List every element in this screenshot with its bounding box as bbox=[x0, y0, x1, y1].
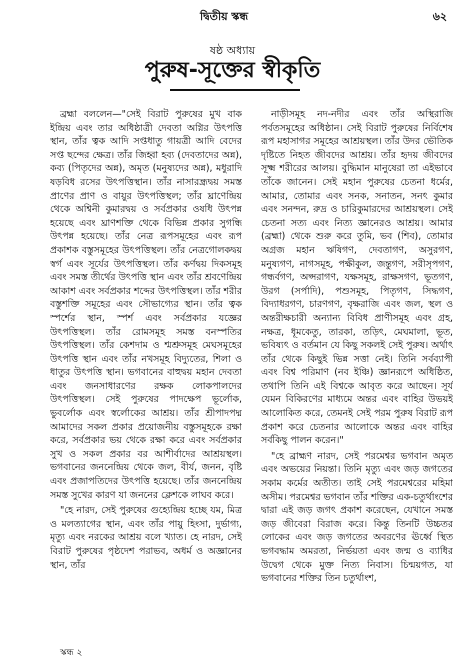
running-header bbox=[40, 6, 453, 24]
title-underline bbox=[170, 89, 300, 91]
chapter-title: পুরুষ-সূক্তের স্বীকৃতি bbox=[144, 58, 321, 83]
section-title: দ্বিতীয় স্কন্ধ bbox=[200, 10, 249, 23]
chapter-label: ষষ্ঠ অধ্যায় bbox=[209, 44, 256, 57]
page-number: ৬২ bbox=[432, 10, 447, 23]
left-column bbox=[50, 108, 242, 623]
paragraph: ব্রহ্মা বললেন—"সেই বিরাট পুরুষের মুখ বাক ইন্দ্রিয় এবং তার অধিষ্ঠাত্রী দেবতা অগ্নির উৎপত্তি স্থান, তাঁর ত্বক আদি সপ্তধাতু গায়ত্রী আদি বেদের সপ্ত ছন্দের ক্ষেত্র। তাঁর জিহ্বা হব্য (দেবতাদের অন্ন), কব্য (পিতৃদের অন্ন), অমৃত (মনুষ্যদের অন্ন), মধুরাদি ষড়বিধ রসের উৎপত্তিস্থান। তাঁর নাসারন্ধ্রদ্বয় সমস্ত প্রাণের প্রাণ ও বায়ুর উৎপত্তিস্থল; তাঁর ঘ্রাণেন্দ্রিয় থেকে অশ্বিনী কুমারদ্বয় ও সর্বপ্রকার ওষধি উৎপন্ন হয়েছে এবং ঘ্রাণশক্তি থেকে বিভিন্ন প্রকার সুগন্ধি উৎপন্ন হয়েছে। তাঁর নেত্র রূপসমূহের এবং রূপ প্রকাশক বস্তুসমূহের উৎপত্তিস্থল। তাঁর নেত্রগোলকদ্বয় স্বর্গ এবং সূর্যের উৎপত্তিস্থল। তাঁর কর্ণদ্বয় দিকসমূহ এবং সমস্ত তীর্থের উৎপত্তি স্থান এবং তাঁর শ্রবণেন্দ্রিয় আকাশ এবং সর্বপ্রকার শব্দের উৎপত্তিস্থল। তাঁর শরীর বস্তুশক্তি সমূহের এবং সৌভাগ্যের স্থান। তাঁর ত্বক স্পর্শের স্থান, স্পর্শ এবং সর্বপ্রকার যজ্ঞের উৎপত্তিস্থল। তাঁর রোমসমূহ সমস্ত বনস্পতির উৎপত্তিস্থল। তাঁর কেশদাম ও শ্মশ্রুসমূহ মেঘসমূহের উৎপত্তি স্থান এবং তাঁর নখসমূহ বিদ্যুতের, শিলা ও ধাতুর উৎপত্তি স্থান। ভগবানের বাহুদ্বয় মহান দেবতা এবং জনসাধারণের রক্ষক লোকপালদের উৎপত্তিস্থল। সেই পুরুষের পাদক্ষেপ ভূর্লোক, ভুবর্লোক এবং স্বর্লোকের আশ্রয়। তাঁর শ্রীপাদপদ্ম আমাদের সকল প্রকার প্রয়োজনীয় বস্তুসমূহকে রক্ষা করে, সর্বপ্রকার ভয় থেকে রক্ষা করে এবং সর্বপ্রকার সুখ ও সকল প্রকার বর আশীর্বাদের আশ্রয়স্থল। ভগবানের জননেন্দ্রিয় থেকে জল, বীর্য, জনন, বৃষ্টি এবং প্রজাপতিদের উৎপত্তি হয়েছে। তাঁর জননেন্দ্রিয় সমস্ত সুখের কারণ যা জননের ক্লেশকে লাঘব করে। bbox=[50, 109, 242, 501]
page-footer: স্কন্ধ ২ bbox=[60, 648, 83, 658]
paragraph: নাড়ীসমূহ নদ-নদীর এবং তাঁর অস্থিরাজি পর্বতসমূহের অধিষ্ঠান। সেই বিরাট পুরুষের নির্বিশেষ রূপ মহাসাগর সমূহের আশ্রয়স্থল। তাঁর উদর ভৌতিক দৃষ্টিতে নিহত জীবদের আশ্রয়। তাঁর হৃদয় জীবদের সূক্ষ্ম শরীরের আলয়। বুদ্ধিমান মানুষেরা তা এইভাবে তাঁকে জানেন। সেই মহান পুরুষের চেতনা ধর্মের, আমার, তোমার এবং সনক, সনাতন, সনৎ কুমার এবং সনন্দন, রুদ্র ও চারিকুমারদের আশ্রয়স্থল। সেই চেতনা সত্য এবং নিত্য জ্ঞানেরও আশ্রয়। আমার (ব্রহ্মা) থেকে শুরু করে তুমি, ভব (শিব), তোমার অগ্রজ মহান ঋষিগণ, দেবতাগণ, অসুরগণ, মনুষ্যগণ, নাগসমূহ, পক্ষীকুল, জন্তুগণ, সরীসৃপগণ, গন্ধর্বগণ, অপ্সরাগণ, যক্ষসমূহ, রাক্ষসগণ, ভূতগণ, উরগ (সর্পাদি), পশুসমূহ, পিতৃগণ, সিদ্ধগণ, বিদ্যাধরগণ, চারণগণ, বৃক্ষরাজি এবং জল, স্থল ও অন্তরীক্ষচারী অন্যান্য বিবিধ প্রাণীসমূহ এবং গ্রহ, নক্ষত্র, ধূমকেতু, তারকা, তড়িৎ, মেঘমালা, ভূত, ভবিষ্যৎ ও বর্তমান যে কিছু সকলই সেই পুরুষ। অর্থাৎ তাঁর থেকে কিছুই ভিন্ন সত্তা নেই। তিনি সর্বব্যাপী এবং বিশ্ব পরিমাণ (নব ইঞ্চি) জ্ঞানরূপে অধিষ্ঠিত, তথাপি তিনি এই বিশ্বকে আবৃত করে আছেন। সূর্য যেমন বিকিরণের মাধ্যমে অন্তর এবং বাহির উভয়ই আলোকিত করে, তেমনই সেই পরম পুরুষ বিরাট রূপ প্রকাশ করে চেতনার আলোকে অন্তর এবং বাহির সর্বকিছু পালন করেন।" bbox=[261, 109, 453, 447]
paragraph: "হে নারদ, সেই পুরুষের গুহ্যেন্দ্রিয় হচ্ছে যম, মিত্র ও মলত্যাগের স্থান, এবং তাঁর পায়ু হিংসা, দুর্ভাগ্য, মৃত্যু এবং নরকের আশ্রয় বলে খ্যাত। হে নারদ, সেই বিরাট পুরুষের পৃষ্ঠদেশ পরাভব, অধর্ম ও অজ্ঞানের স্থান, তাঁর bbox=[50, 505, 242, 571]
paragraph: "হে ব্রাহ্মণ নারদ, সেই পরমেশ্বর ভগবান অমৃত এবং অভয়ের নিয়ন্তা। তিনি মৃত্যু এবং জড় জগতের সকাম কর্মের অতীত। তাই সেই পরমেশ্বরের মহিমা অসীম। পরমেশ্বর ভগবান তাঁর শক্তির এক-চতুর্থাংশের দ্বারা এই জড় জগৎ প্রকাশ করেছেন, যেখানে সমস্ত জড় জীবেরা বিরাজ করে। কিন্তু তিনটি উচ্চতর লোকের এবং জড় জগতের অবরণের ঊর্ধ্বে স্থিত ভগবদ্ধাম অমরতা, নির্ভয়তা এবং জন্ম ও ব্যাধির উদ্বেগ থেকে মুক্ত নিত্য নিবাস। চিন্ময়গত, যা ভগবানের শক্তির তিন চতুর্থাংশ, bbox=[261, 450, 453, 585]
right-column bbox=[261, 108, 453, 623]
